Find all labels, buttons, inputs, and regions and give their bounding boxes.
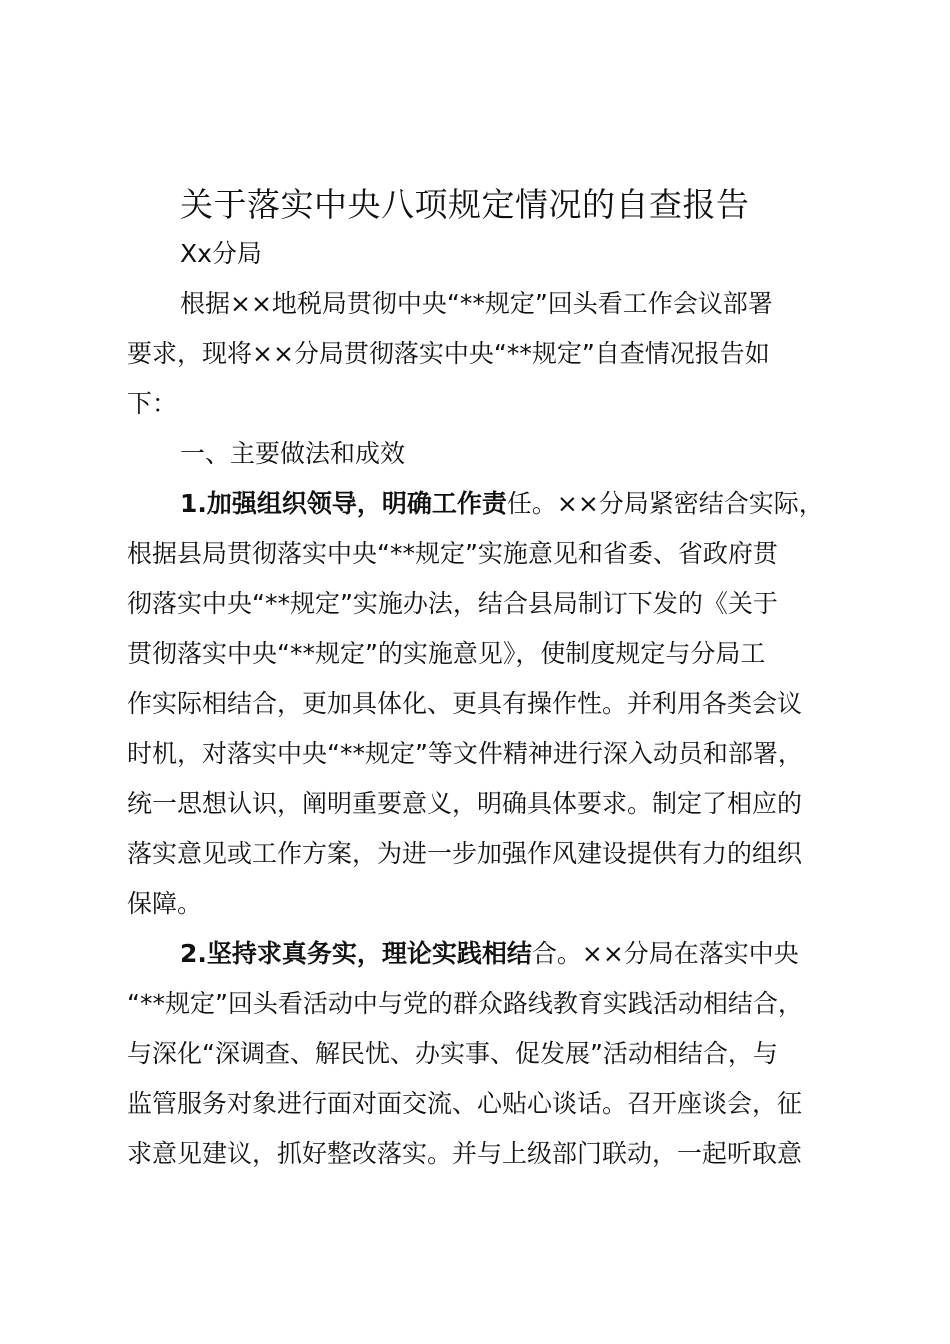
paragraph-line: 求意见建议，抓好整改落实。并与上级部门联动，一起听取意 xyxy=(127,1139,803,1168)
paragraph-line: 监管服务对象进行面对面交流、心贴心谈话。召开座谈会，征 xyxy=(127,1089,803,1118)
paragraph-line: 保障。 xyxy=(127,889,203,918)
paragraph-line: 作实际相结合，更加具体化、更具有操作性。并利用各类会议 xyxy=(127,689,803,718)
item-first-text: 任。××分局紧密结合实际， xyxy=(506,489,824,518)
item-first-line xyxy=(180,486,824,522)
item-first-text: 合。××分局在落实中央 xyxy=(531,939,799,968)
paragraph-line: 与深化“深调查、解民忧、办实事、促发展”活动相结合，与 xyxy=(127,1039,778,1068)
paragraph-line: 彻落实中央“**规定”实施办法，结合县局制订下发的《关于 xyxy=(127,589,778,618)
paragraph-line: 根据县局贯彻落实中央“**规定”实施意见和省委、省政府贯 xyxy=(127,539,778,568)
department-line: Xx分局 xyxy=(180,239,262,268)
paragraph-line: 要求，现将××分局贯彻落实中央“**规定”自查情况报告如 xyxy=(127,339,770,368)
document-title: 关于落实中央八项规定情况的自查报告 xyxy=(180,185,750,224)
paragraph-line: 根据××地税局贯彻中央“**规定”回头看工作会议部署 xyxy=(180,289,773,318)
paragraph-line: 时机，对落实中央“**规定”等文件精神进行深入动员和部署， xyxy=(127,739,803,768)
paragraph-line: 统一思想认识，阐明重要意义，明确具体要求。制定了相应的 xyxy=(127,789,803,818)
paragraph-line: 落实意见或工作方案，为进一步加强作风建设提供有力的组织 xyxy=(127,839,803,868)
item-bold-heading: 1.加强组织领导，明确工作责 xyxy=(180,489,507,518)
paragraph-line: 贯彻落实中央“**规定”的实施意见》，使制度规定与分局工 xyxy=(127,639,766,668)
item-bold-heading: 2.坚持求真务实，理论实践相结 xyxy=(180,939,532,968)
item-first-line xyxy=(180,936,799,972)
section-heading: 一、主要做法和成效 xyxy=(180,439,406,468)
paragraph-line: “**规定”回头看活动中与党的群众路线教育实践活动相结合， xyxy=(127,989,803,1018)
paragraph-line: 下： xyxy=(127,389,178,418)
